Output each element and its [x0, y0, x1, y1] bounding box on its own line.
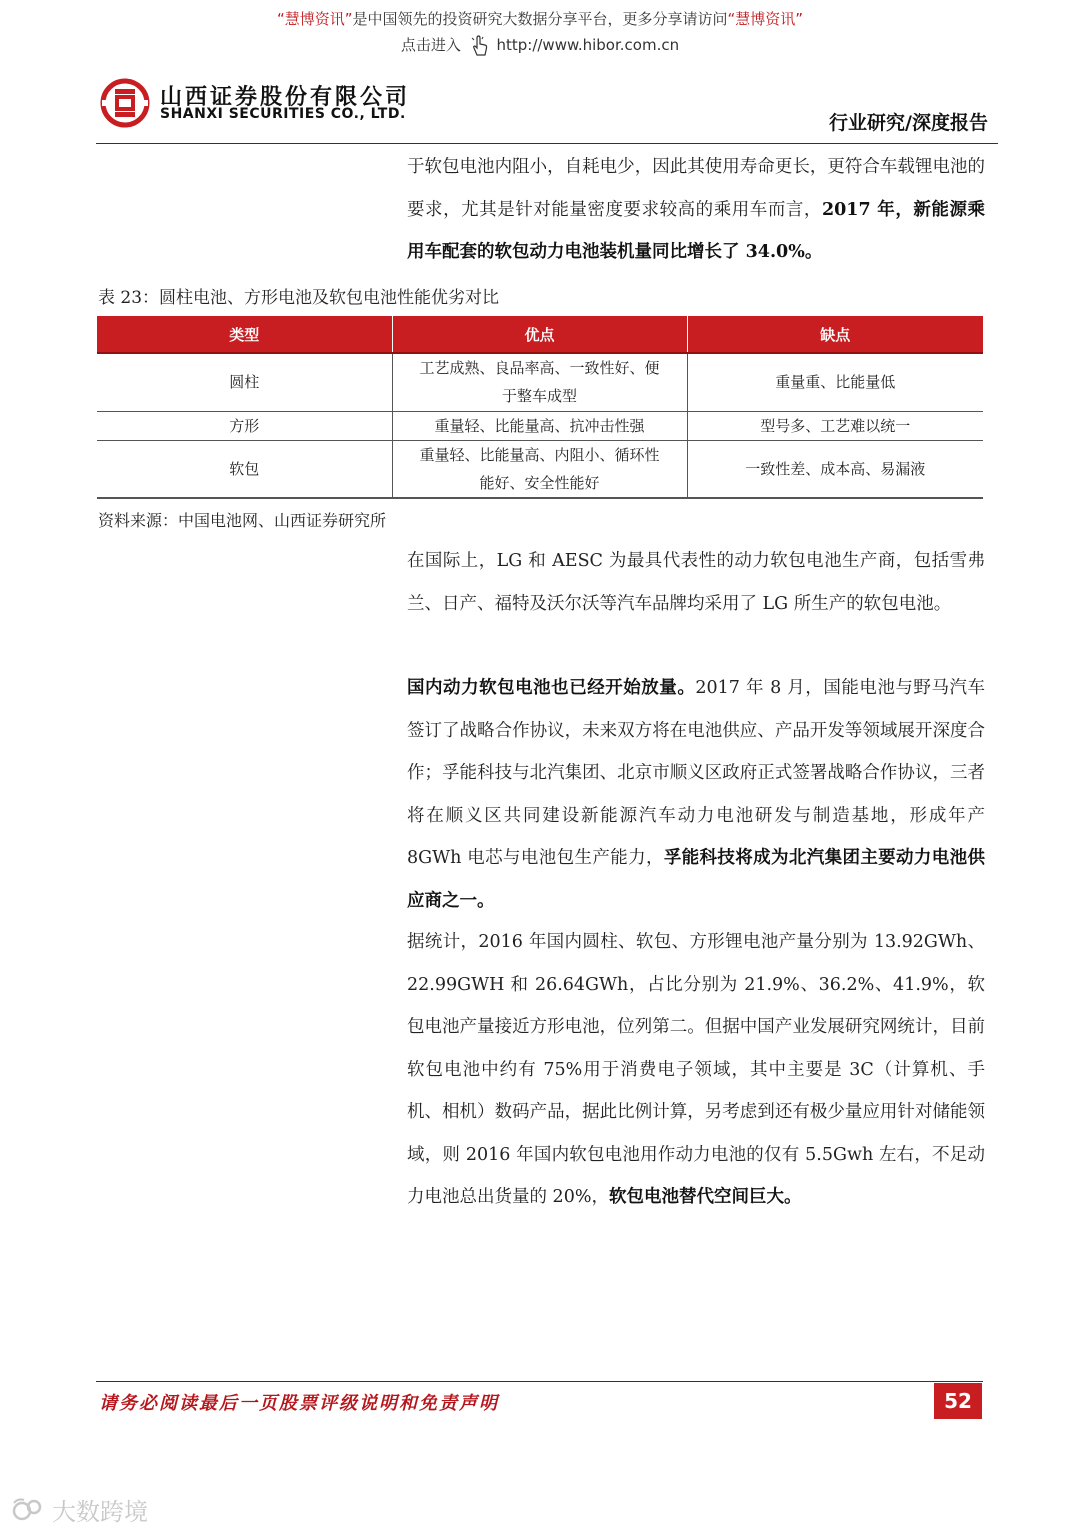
shanxi-securities-logo: [100, 78, 150, 128]
cell-pros-line: 于整车成型: [501, 387, 577, 406]
table-row: [97, 440, 983, 498]
cell-pros-line: 重量轻、比能量高、内阻小、循环性: [419, 445, 660, 464]
paragraph-1-highlight: 2017 年，新能源乘用车配套的软包动力电池装机量同比增长了 34.0%。: [407, 199, 985, 262]
paragraph-3: [407, 667, 985, 922]
table-source-note: 资料来源：中国电池网、山西证券研究所: [98, 511, 387, 530]
watermark: [12, 1492, 148, 1527]
cell-type: 软包: [97, 440, 392, 498]
cell-pros-line: 能好、安全性能好: [479, 473, 600, 492]
page-number: 52: [934, 1383, 982, 1419]
header-pros: 优点: [392, 316, 687, 353]
promo-banner-line: [0, 8, 1080, 29]
promo-brand-end: “慧博资讯”: [727, 10, 804, 28]
company-name-cn: 山西证券股份有限公司: [160, 85, 411, 110]
paragraph-1-text: 于软包电池内阻小，自耗电少，因此其使用寿命更长，更符合车载锂电池的要求，尤其是针对能量密度要求较高的乘用车而言，: [407, 157, 985, 220]
report-type-label: 行业研究/深度报告: [829, 112, 988, 134]
promo-click-text: 点击进入: [400, 36, 461, 54]
disclaimer-note: 请务必阅读最后一页股票评级说明和免责声明: [99, 1393, 499, 1414]
table-row: [97, 353, 983, 411]
paragraph-2-text: 在国际上，LG 和 AESC 为最具代表性的动力软包电池生产商，包括雪弗兰、日产、福特及沃尔沃等汽车品牌均采用了 LG 所生产的软包电池。: [407, 551, 985, 614]
company-name-en: SHANXI SECURITIES CO., LTD.: [160, 106, 406, 122]
battery-comparison-table: [97, 316, 983, 499]
header-type: 类型: [97, 316, 392, 353]
paragraph-4: [407, 921, 985, 1219]
paragraph-4-highlight: 软包电池替代空间巨大。: [608, 1187, 802, 1207]
header-cons: 缺点: [687, 316, 983, 353]
cell-pros: 重量轻、比能量高、抗冲击性强: [392, 411, 687, 440]
cell-type: 方形: [97, 411, 392, 440]
watermark-text: 大数跨境: [52, 1498, 148, 1526]
watermark-logo-icon: [12, 1497, 46, 1523]
cell-type: 圆柱: [97, 353, 392, 411]
cell-pros: [392, 353, 687, 411]
cell-pros-line: 工艺成熟、良品率高、一致性好、便: [419, 359, 660, 378]
cell-cons: 型号多、工艺难以统一: [687, 411, 983, 440]
header-divider: [96, 143, 998, 144]
promo-text: 是中国领先的投资研究大数据分享平台，更多分享请访问: [352, 10, 728, 28]
promo-link-line[interactable]: [0, 34, 1080, 57]
paragraph-2: [407, 540, 985, 625]
table-caption: 表 23：圆柱电池、方形电池及软包电池性能优劣对比: [98, 288, 500, 308]
table-header-row: [97, 316, 983, 353]
cell-cons: 一致性差、成本高、易漏液: [687, 440, 983, 498]
footer-divider: [96, 1381, 983, 1382]
pointer-hand-icon: [470, 35, 490, 57]
cell-cons: 重量重、比能量低: [687, 353, 983, 411]
paragraph-3-lead: 国内动力软包电池也已经开始放量。: [407, 678, 696, 698]
paragraph-4-text: 据统计，2016 年国内圆柱、软包、方形锂电池产量分别为 13.92GWh、22.99GWH 和 26.64GWh，占比分别为 21.9%、36.2%、41.9%，软包电池产量接近方形电池，位列第二。但据中国产业发展研究网统计，目前软包电池中约有 75%用于消费电子领域，其中主要是 3C（计算机、手机、相机）数码产品，据此比例计算，另考虑到还有极少量应用针对储能领域，则 2016 年国内软包电池用作动力电池的仅有 5.5Gwh 左右，不足动力电池总出货量的 20%，: [407, 932, 985, 1207]
table-row: [97, 411, 983, 440]
paragraph-3-text: 2017 年 8 月，国能电池与野马汽车签订了战略合作协议，未来双方将在电池供应、产品开发等领域展开深度合作；孚能科技与北汽集团、北京市顺义区政府正式签署战略合作协议，三者将在顺义区共同建设新能源汽车动力电池研发与制造基地，形成年产 8GWh 电芯与电池包生产能力，: [407, 678, 986, 868]
promo-url-link[interactable]: http://www.hibor.com.cn: [496, 36, 680, 54]
paragraph-1: [407, 146, 985, 274]
promo-brand: “慧博资讯”: [276, 10, 353, 28]
paragraph-3-highlight: 孚能科技将成为北汽集团主要动力电池供应商之一。: [407, 848, 986, 911]
cell-pros: [392, 440, 687, 498]
